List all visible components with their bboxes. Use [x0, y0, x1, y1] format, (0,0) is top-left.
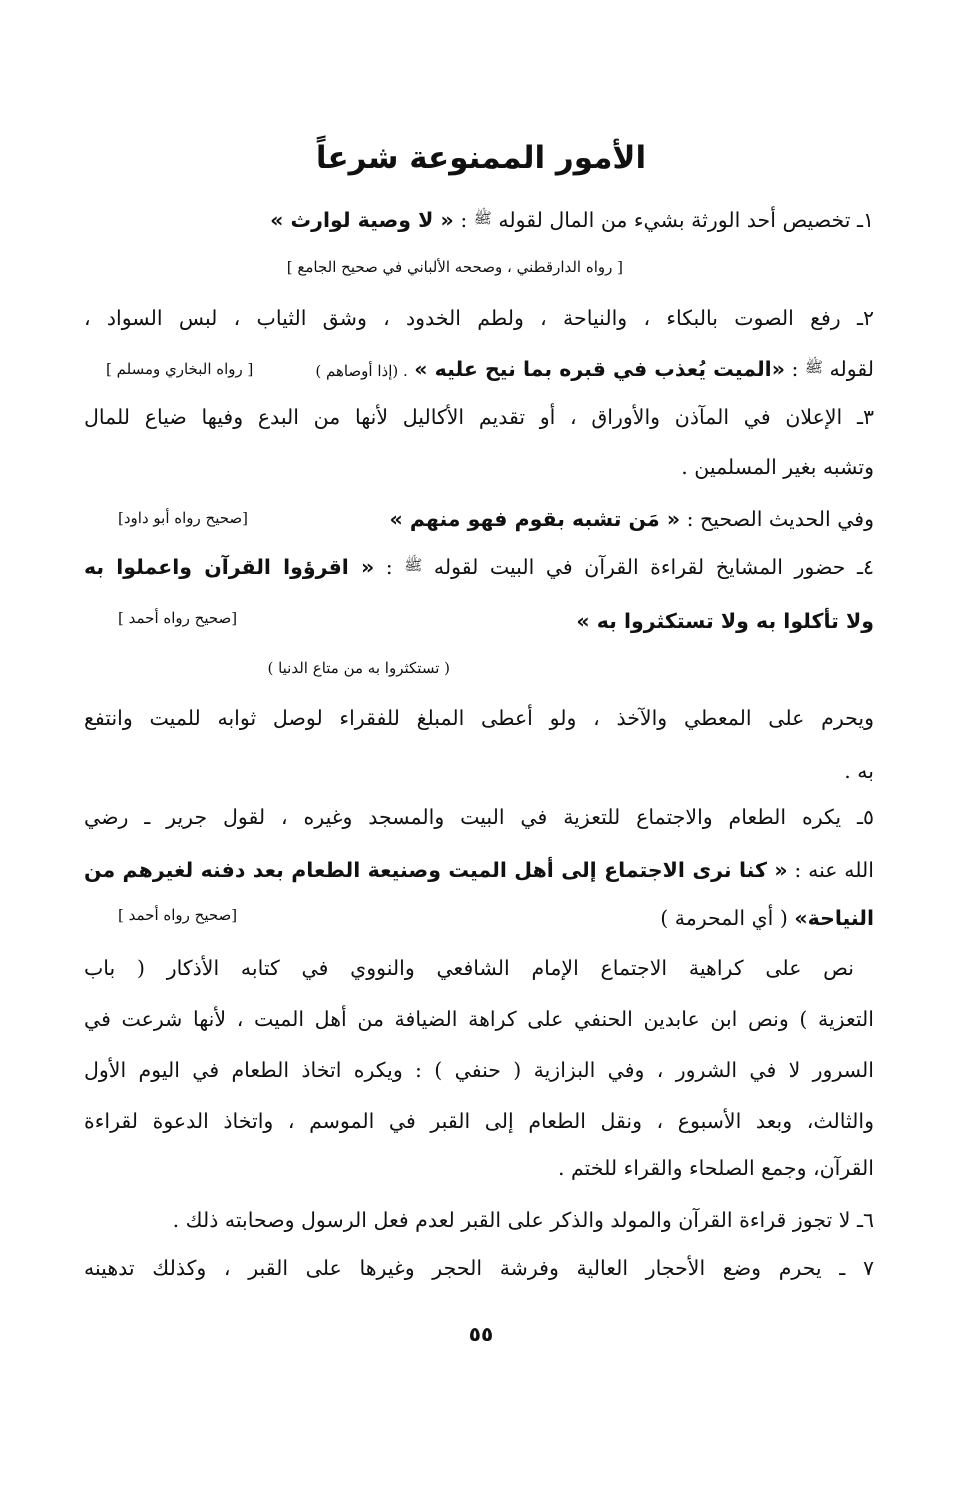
item2-line2: لقوله ﷺ : «الميت يُعذب في قبره بما نيح عليه » . (إذا أوصاهم ) [315, 357, 874, 381]
item5-para-line4: والثالث، وبعد الأسبوع ، ونقل الطعام إلى القبر في الموسم ، واتخاذ الدعوة لقراءة [84, 1109, 874, 1133]
item3-line2: وتشبه بغير المسلمين . [681, 455, 874, 479]
item5-line2: الله عنه : « كنا نرى الاجتماع إلى أهل الميت وصنيعة الطعام بعد دفنه لغيرهم من [84, 858, 874, 882]
item1-quote: « لا وصية لوارث » [270, 208, 454, 232]
item1-reference: [ رواه الدارقطني ، وصححه الألباني في صحيح الجامع ] [286, 258, 623, 276]
item4-line2 [434, 609, 874, 634]
item2-reference: [ رواه البخاري ومسلم ] [106, 360, 254, 378]
item4-line1: ٤ـ حضور المشايخ لقراءة القرآن في البيت لقوله ﷺ : « اقرؤوا القرآن واعملوا به [84, 555, 874, 579]
item5-gloss: ( أي المحرمة ) [660, 906, 788, 930]
item5-para-line5: القرآن، وجمع الصلحاء والقراء للختم . [558, 1156, 874, 1180]
item5-para-line1: نص على كراهية الاجتماع الإمام الشافعي والنووي في كتابه الأذكار ( باب [84, 956, 854, 980]
item2-note: . (إذا أوصاهم ) [315, 362, 408, 380]
item5-line1: ٥ـ يكره الطعام والاجتماع للتعزية في البيت والمسجد وغيره ، لقول جرير ـ رضي [84, 805, 874, 829]
page-number: ٥٥ [468, 1322, 494, 1346]
item5-para-line2: التعزية ) ونص ابن عابدين الحنفي على كراهة الضيافة من أهل الميت ، لأنها شرعت في [84, 1007, 874, 1031]
item4-gloss: ( تستكثروا به من متاع الدنيا ) [267, 659, 450, 677]
item5-quote-part1: « كنا نرى الاجتماع إلى أهل الميت وصنيعة الطعام بعد دفنه لغيرهم من [84, 858, 788, 882]
item5-reference: [صحيح رواه أحمد ] [118, 906, 238, 924]
item3-line1: ٣ـ الإعلان في المآذن والأوراق ، أو تقديم الأكاليل لأنها من البدع وفيها ضياع للمال [84, 405, 874, 429]
item1-text: ١ـ تخصيص أحد الورثة بشيء من المال لقوله [498, 208, 874, 232]
salawat-symbol: ﷺ [404, 556, 423, 574]
page-title: الأمور الممنوعة شرعاً [315, 140, 647, 176]
item1-line: ١ـ تخصيص أحد الورثة بشيء من المال لقوله ﷺ : « لا وصية لوارث » [270, 208, 874, 232]
item5-para-line3: السرور لا في الشرور ، وفي البزازية ( حنفي ) : ويكره اتخاذ الطعام في اليوم الأول [84, 1058, 874, 1082]
item5-line3 [454, 906, 874, 931]
item2-quote: «الميت يُعذب في قبره بما نيح عليه » [414, 357, 785, 381]
item3-hadith-line: وفي الحديث الصحيح : « مَن تشبه بقوم فهو منهم » [389, 507, 874, 531]
salawat-symbol: ﷺ [804, 358, 824, 376]
item4-quote-part1: « اقرؤوا القرآن واعملوا به [84, 555, 375, 579]
item3-quote: « مَن تشبه بقوم فهو منهم » [389, 507, 681, 531]
salawat-symbol: ﷺ [473, 209, 492, 227]
item4-para-line1: ويحرم على المعطي والآخذ ، ولو أعطى المبلغ للفقراء لوصل ثوابه للميت وانتفع [84, 706, 874, 730]
item3-reference: [صحيح رواه أبو داود] [118, 509, 249, 527]
item7-line: ٧ ـ يحرم وضع الأحجار العالية وفرشة الحجر وغيرها على القبر ، وكذلك تدهينه [84, 1256, 874, 1280]
item4-para-line2: به . [844, 759, 874, 783]
item5-quote-part2: النياحة» [794, 906, 874, 930]
item4-quote-part2: ولا تأكلوا به ولا تستكثروا به » [576, 609, 874, 633]
item4-reference: [صحيح رواه أحمد ] [118, 609, 238, 627]
item6-line: ٦ـ لا تجوز قراءة القرآن والمولد والذكر على القبر لعدم فعل الرسول وصحابته ذلك . [172, 1208, 874, 1232]
item2-line1: ٢ـ رفع الصوت بالبكاء ، والنياحة ، ولطم الخدود ، وشق الثياب ، لبس السواد ، [84, 306, 874, 330]
